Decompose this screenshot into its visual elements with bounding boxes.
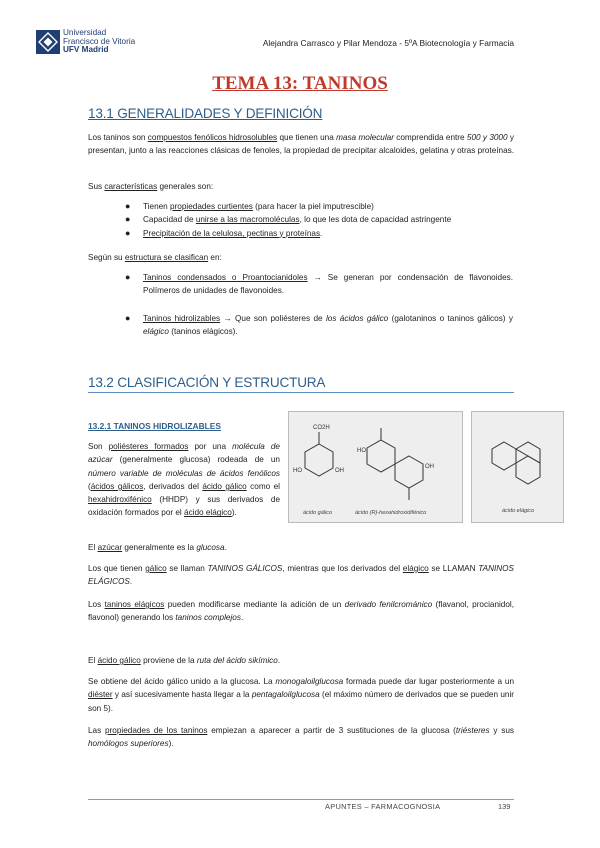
university-logo	[36, 29, 136, 61]
characteristics-intro: Sus características generales son:	[88, 182, 214, 191]
svg-text:ácido elágico: ácido elágico	[502, 508, 535, 514]
bullet-icon: ●	[125, 201, 131, 211]
figure-galic-acid	[288, 411, 463, 523]
paragraph-azucar: El azúcar generalmente es la glucosa.	[88, 543, 227, 552]
paragraph-union: Se obtiene del ácido gálico unido a la glucosa. La monogaloilglucosa formada puede dar lugar posteriormente a un diéster y así sucesivamente hasta llegar a la pentagaloilglucosa (el máximo número de derivados que se pueden unir son 5).	[88, 677, 514, 713]
paragraph-galicos: Los que tienen gálico se llaman TANINOS GÁLICOS, mientras que los derivados del elágico se LLAMAN TANINOS ELÁGICOS.	[88, 564, 515, 587]
svg-text:CO2H: CO2H	[313, 425, 330, 431]
subsection-heading: 13.2.1 TANINOS HIDROLIZABLES	[88, 421, 221, 431]
paragraph-definition: Los taninos son compuestos fenólicos hidrosolubles que tienen una masa molecular comprendida entre 500 y 3000 y presentan, junto a las reacciones clásicas de fenoles, la propiedad de precipitar alcaloides, gelatina y otras proteínas.	[88, 133, 515, 156]
list-item: ● Taninos hidrolizables → Que son poliésteres de los ácidos gálico (galotaninos o taninos gálicos) y elágico (taninos elágicos).	[125, 312, 513, 336]
bullet-icon: ●	[125, 227, 131, 238]
svg-text:OH: OH	[425, 464, 434, 470]
chemical-structure-icon	[472, 412, 563, 522]
footer-divider	[88, 799, 514, 800]
svg-text:HO: HO	[293, 468, 302, 474]
paragraph-ruta: El ácido gálico proviene de la ruta del ácido sikímico.	[88, 656, 281, 665]
svg-text:OH: OH	[335, 468, 344, 474]
svg-text:ácido (R)-hexahidroxidifénico: ácido (R)-hexahidroxidifénico	[355, 510, 427, 516]
logo-line-3: UFV Madrid	[63, 45, 109, 55]
chemical-structure-icon	[289, 412, 462, 522]
figure-ellagic-acid	[471, 411, 564, 523]
logo-line-1: Universidad	[63, 28, 107, 37]
list-item: ● Capacidad de unirse a las macromoléculas, lo que les dota de capacidad astringente	[143, 213, 513, 226]
heading-underline	[88, 392, 514, 393]
page-number: 139	[498, 802, 511, 811]
list-item: ● Precipitación de la celulosa, pectinas y proteínas.	[143, 227, 513, 240]
section-heading-1: 13.1 GENERALIDADES Y DEFINICIÓN	[88, 106, 323, 121]
paragraph-elagicos: Los taninos elágicos pueden modificarse mediante la adición de un derivado fenilcrománico (flavanol, procianidol, flavonol) generando los taninos complejos.	[88, 600, 515, 623]
classification-list	[125, 271, 513, 338]
characteristics-list	[125, 200, 513, 240]
list-item: ● Tienen propiedades curtientes (para hacer la piel imputrescible)	[143, 200, 513, 213]
section-heading-2: 13.2 CLASIFICACIÓN Y ESTRUCTURA	[88, 375, 326, 390]
svg-text:ácido gálico: ácido gálico	[303, 510, 333, 516]
paragraph-propiedades: Las propiedades de los taninos empiezan a aparecer a partir de 3 sustituciones de la glucosa (triésteres y sus homólogos superiores).	[88, 726, 514, 749]
logo-line-2: Francisco de Vitoria	[63, 36, 136, 46]
bullet-icon: ●	[125, 312, 131, 323]
ufv-logo-icon	[36, 30, 60, 54]
classification-intro: Según su estructura se clasifican en:	[88, 253, 222, 262]
logo-text	[63, 29, 135, 55]
paragraph-hidrolizables: Son poliésteres formados por una molécula de azúcar (generalmente glucosa) rodeada de un número variable de moléculas de ácidos fenólicos (ácidos gálicos, derivados del ácido gálico como el hexahidroxifénico (HHDP) y sus derivados de oxidación formados por el ácido elágico).	[88, 442, 280, 518]
header-authors: Alejandra Carrasco y Pilar Mendoza - 5ºA Biotecnología y Farmacia	[262, 38, 514, 48]
bullet-icon: ●	[125, 272, 131, 282]
footer-course: APUNTES – FARMACOGNOSIA	[325, 802, 441, 811]
bullet-icon: ●	[125, 214, 131, 225]
list-item: ● Taninos condensados o Proantocianidoles → Se generan por condensación de flavonoides. Polímeros de unidades de flavonoides.	[125, 272, 513, 296]
svg-text:HO: HO	[357, 448, 366, 454]
page-title: TEMA 13: TANINOS	[212, 73, 388, 94]
